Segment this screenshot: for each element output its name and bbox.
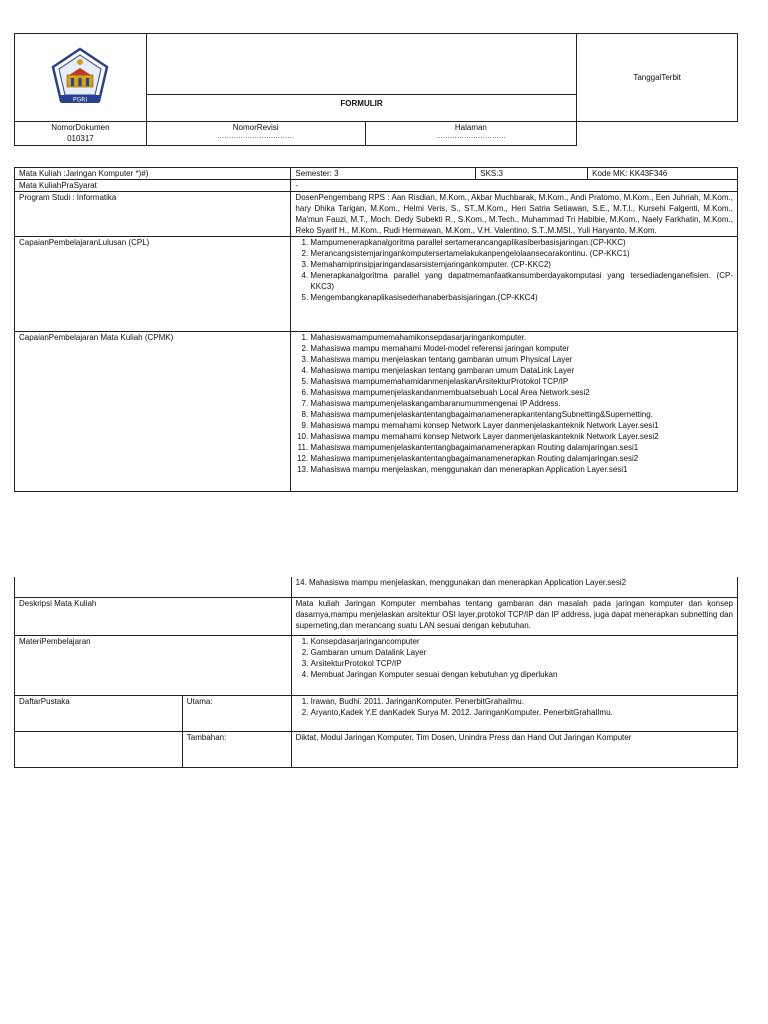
list-item: 5. Mahasiswa mampumemahamidanmenjelaskanArsitekturProtokol TCP/IP (310, 376, 733, 387)
course-semester: Semester: 3 (291, 168, 476, 180)
page-value: ………………………… (435, 133, 506, 140)
materi-list (296, 636, 733, 680)
list-item: 8. Mahasiswa mampumenjelaskantentangbagaimanamenerapkantentangSubnetting&Supernetting. (310, 409, 733, 420)
pustaka-empty (15, 731, 183, 767)
logo-cell (15, 34, 147, 122)
list-item: 3. Mahasiswa mampu menjelaskan tentang gambaran umum Physical Layer (310, 354, 733, 365)
cpl-list (295, 237, 733, 303)
revision-cell (146, 122, 365, 146)
deskripsi-text: Mata kuliah Jaringan Komputer membahas tentang gambaran dan masalah pada jaringan komputer dan konsep dasarnya,mampu menjelaskan arsitektur OSI layer,protokol TCP/IP dan IP address, juga dapat menerapkan subnetting dan superneting,dan merancang suatu LAN sesuai dengan kebutuhan. (291, 597, 737, 635)
cpl-label: CapaianPembelajaranLulusan (CPL) (15, 237, 291, 332)
utama-list (296, 696, 733, 718)
deskripsi-label: Deskripsi Mata Kuliah (15, 597, 292, 635)
list-item: 6. Mahasiswa mampumenjelaskandanmembuatsebuah Local Area Network.sesi2 (310, 387, 733, 398)
pustaka-label: DaftarPustaka (15, 695, 183, 731)
header-empty-corner (577, 122, 738, 146)
list-item: 4. Membuat Jaringan Komputer sesuai dengan kebutuhan yg diperlukan (311, 669, 733, 680)
list-item: 2. Merancangsistemjaringankomputersertamelakukanpengelolaansecarakontinu. (CP-KKC1) (310, 248, 733, 259)
revision-label: NomorRevisi (232, 123, 279, 132)
page-cell (365, 122, 577, 146)
pustaka-tambahan-text: Diktat, Modul Jaringan Komputer, Tim Dosen, Unindra Press dan Hand Out Jaringan Komputer (291, 731, 737, 767)
program-label: Program Studi : Informatika (15, 192, 291, 237)
course-code: Kode MK: KK43F346 (588, 168, 738, 180)
list-item: 4. Menerapkanalgoritma parallel yang dapatmemanfaatkansumberdayakomputasi yang tersediadenganefisien. (CP-KKC3) (310, 270, 733, 292)
cpmk-cell (291, 332, 738, 492)
cpmk-continued-item: 14. Mahasiswa mampu menjelaskan, menggunakan dan menerapkan Application Layer.sesi2 (291, 577, 737, 597)
list-item: 1. Irawan, Budhi. 2011. JaringanKomputer. PenerbitGrahailmu. (311, 696, 733, 707)
page-label: Halaman (454, 123, 487, 132)
list-item: 9. Mahasiswa mampu memahami konsep Network Layer danmenjelaskanteknik Network Layer.sesi1 (310, 420, 733, 431)
list-item: 11. Mahasiswa mampumenjelaskantentangbagaimanamenerapkan Routing dalamjaringan.sesi1 (310, 442, 733, 453)
course-table (14, 167, 738, 492)
pustaka-tambahan-label: Tambahan: (182, 731, 291, 767)
list-item: 4. Mahasiswa mampu menjelaskan tentang gambaran umum DataLink Layer (310, 365, 733, 376)
cpmk-label: CapaianPembelajaran Mata Kuliah (CPMK) (15, 332, 291, 492)
prereq-label: Mata KuliahPraSyarat (15, 180, 291, 192)
list-item: 12. Mahasiswa mampumenjelaskantentangbagaimanamenerapkan Routing dalamjaringan.sesi2 (310, 453, 733, 464)
header-blank (146, 34, 576, 95)
list-item: 5. Mengembangkanaplikasisederhanaberbasisjaringan.(CP-KKC4) (310, 292, 733, 303)
header-table (14, 33, 738, 146)
list-item: 1. Mahasiswamampumemahamikonsepdasarjaringankomputer. (310, 332, 733, 343)
date-label: TanggalTerbit (577, 34, 738, 122)
doc-number-value: 010317 (67, 134, 94, 143)
doc-number-cell (15, 122, 147, 146)
cpl-cell (291, 237, 738, 332)
list-item: 13. Mahasiswa mampu menjelaskan, menggunakan dan menerapkan Application Layer.sesi1 (310, 464, 733, 475)
pustaka-utama-cell (291, 695, 737, 731)
list-item: 1. Konsepdasarjaringancomputer (311, 636, 733, 647)
materi-cell (291, 635, 737, 695)
doc-number-label: NomorDokumen (51, 123, 110, 132)
list-item: 2. Aryanto,Kadek Y.E danKadek Surya M. 2012. JaringanKomputer. PenerbitGrahaIlmu. (311, 707, 733, 718)
revision-value: …………………………… (217, 133, 295, 140)
list-item: 2. Mahasiswa mampu memahami Model-model referensi jaringan komputer (310, 343, 733, 354)
pgri-logo-icon (47, 45, 113, 111)
list-item: 2. Gambaran umum Datalink Layer (311, 647, 733, 658)
list-item: 3. ArsitekturProtokol TCP/IP (311, 658, 733, 669)
list-item: 10. Mahasiswa mampu memahami konsep Network Layer danmenjelaskanteknik Network Layer.sesi2 (310, 431, 733, 442)
pustaka-utama-label: Utama: (182, 695, 291, 731)
continuation-table (14, 577, 738, 768)
course-sks: SKS:3 (476, 168, 588, 180)
list-item: 1. Mampumenerapkanalgoritma parallel sertamerancangaplikasiberbasisjaringan.(CP-KKC) (310, 237, 733, 248)
list-item: 3. Memahamiprinsipjaringandasarsistemjaringankomputer. (CP-KKC2) (310, 259, 733, 270)
cpmk-list (295, 332, 733, 475)
materi-label: MateriPembelajaran (15, 635, 292, 695)
prereq-value: - (291, 180, 738, 192)
cpmk-cont-label (15, 577, 292, 597)
course-name: Mata Kuliah :Jaringan Komputer *)#) (15, 168, 291, 180)
developers-text: DosenPengembang RPS : Aan Risdian, M.Kom., Akbar Muchbarak, M.Kom., Andi Pratomo, M.Kom., Een Juhriah, M.Kom., hary Dhika Tarigan, M.Kom., Helmi Veris, S., ST.,M.Kom., Heri Satria Setiawan, S.E., M.T.I., Kursehi Falgenti, M.Kom., Ma'mun Fauzi, M.T., Moch. Dedy Subekti R., S.Kom., M.Tech., Muhammad Tri Habibie, M.Kom., Naely Farkhatin, M.Kom., Reko Syarif H., M.Kom., Rudi Hermawan, M.Kom., V.H. Valentino, S.T.,M.MSI., Yuli Haryanto, M.Kom. (291, 192, 738, 237)
logo-text: PGRI (73, 96, 88, 103)
list-item: 7. Mahasiswa mampumenjelaskangambaranumummengenai IP Address. (310, 398, 733, 409)
form-title: FORMULIR (146, 95, 576, 122)
